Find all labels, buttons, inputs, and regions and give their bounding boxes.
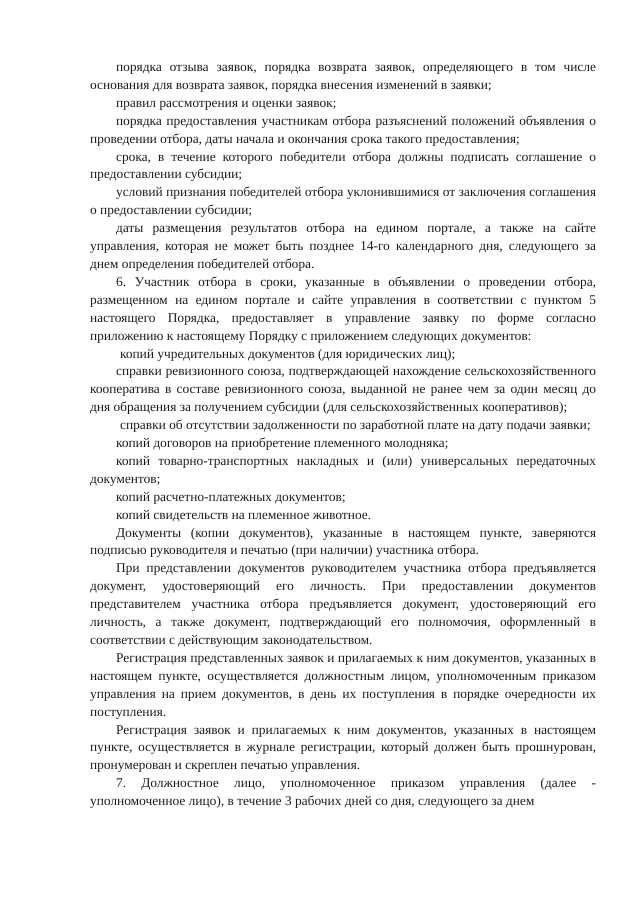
paragraph-evasion-conditions: условий признания победителей отбора уклонившимися от заключения соглашения о предоставлении субсидии; bbox=[90, 184, 596, 218]
list-item-purchase-contracts: копий договоров на приобретение племенного молодняка; bbox=[116, 435, 449, 451]
document-page bbox=[90, 58, 596, 878]
paragraph-review-rules: правил рассмотрения и оценки заявок; bbox=[116, 94, 337, 110]
paragraph-identity-documents: При представлении документов руководителем участника отбора предъявляется документ, удостоверяющий его личность. При предоставлении документов представителем участника отбора предъявляется документ, удостоверяющий его личность, а также документ, подтверждающий его полномочия, оформленный в соответствии с действующим законодательством. bbox=[90, 560, 596, 647]
paragraph-registration-journal: Регистрация заявок и прилагаемых к ним документов, указанных в настоящем пункте, осуществляется в журнале регистрации, который должен быть прошнурован, пронумерован и скреплен печатью управления. bbox=[90, 721, 596, 773]
paragraph-item-6: 6. Участник отбора в сроки, указанные в объявлении о проведении отбора, размещенном на едином портале и сайте управления в соответствии с пунктом 5 настоящего Порядка, предоставляет в управление заявку по форме согласно приложению к настоящему Порядку с приложением следующих документов: bbox=[90, 273, 596, 343]
list-item-audit-union-certificate: справки ревизионного союза, подтверждающей нахождение сельскохозяйственного кооператива в составе ревизионного союза, выданной не ранее чем за один месяц до дня обращения за получением субсидии (для сельскохозяйственных кооперативов); bbox=[90, 363, 596, 415]
list-item-breeding-certificates: копий свидетельств на племенное животное. bbox=[116, 506, 372, 522]
list-item-founding-documents: копий учредительных документов (для юридических лиц); bbox=[120, 345, 456, 361]
list-item-no-wage-debt-certificate: справки об отсутствии задолженности по заработной плате на дату подачи заявки; bbox=[120, 417, 591, 433]
paragraph-item-7: 7. Должностное лицо, уполномоченное приказом управления (далее - уполномоченное лицо), в течение 3 рабочих дней со дня, следующего за днем bbox=[90, 775, 596, 809]
list-item-payment-documents: копий расчетно-платежных документов; bbox=[116, 488, 346, 504]
paragraph-clarification-order: порядка предоставления участникам отбора разъяснений положений объявления о проведении отбора, даты начала и окончания срока такого предоставления; bbox=[90, 112, 596, 146]
paragraph-withdrawal-order: порядка отзыва заявок, порядка возврата заявок, определяющего в том числе основания для возврата заявок, порядка внесения изменений в заявки; bbox=[90, 59, 596, 92]
paragraph-documents-certification: Документы (копии документов), указанные в настоящем пункте, заверяются подписью руководителя и печатью (при наличии) участника отбора. bbox=[90, 524, 596, 558]
paragraph-registration-official: Регистрация представленных заявок и прилагаемых к ним документов, указанных в настоящем пункте, осуществляется должностным лицом, уполномоченным приказом управления на прием документов, в день их поступления в порядке очередности их поступления. bbox=[90, 649, 596, 719]
paragraph-agreement-deadline: срока, в течение которого победители отбора должны подписать соглашение о предоставлении субсидии; bbox=[90, 148, 596, 182]
paragraph-results-publication: даты размещения результатов отбора на едином портале, а также на сайте управления, которая не может быть позднее 14-го календарного дня, следующего за днем определения победителей отбора. bbox=[90, 220, 596, 271]
list-item-waybills: копий товарно-транспортных накладных и (или) универсальных передаточных документов; bbox=[90, 452, 596, 486]
